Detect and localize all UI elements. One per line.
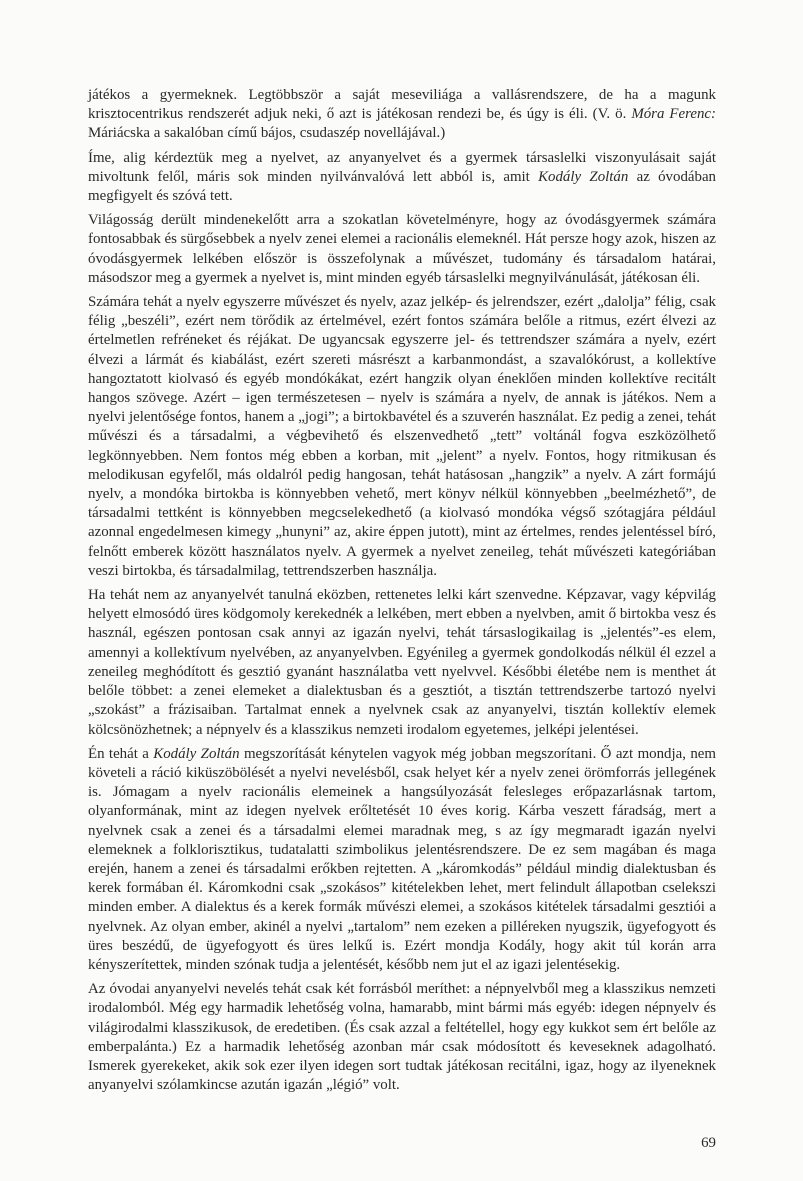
italic-text: Kodály Zoltán [153,745,240,762]
paragraph-text: játékos a gyermeknek. Legtöbbször a saját meseviliága a vallásrendszere, de ha a magunk krisztocentrikus rendszerét adjuk neki, ő azt is játékosan rendezi be, és úgy is éli. (V. ö. [88,87,716,123]
paragraph [88,149,716,207]
paragraph [88,586,716,740]
page-number: 69 [701,1135,716,1151]
paragraph-text: megszorítását kénytelen vagyok még jobban megszorítani. Ő azt mondja, nem követeli a ráció kiküszöbölését a nyelvi nevelésből, csak helyet kér a nyelv zenei örömforrás jellegének is. Jómagam a nyelv racionális elemeinek a hangsúlyozását felesleges erőpazarlásnak tartom, olyanformának, mint az idegen nyelvek erőltetését 10 éves korig. Kárba veszett fáradság, mert a nyelvnek csak a zenei és a társadalmi elemei maradnak meg, s az így megmaradt igazán nyelvi elemeknek a folklorisztikus, tudatalatti szimbolikus jelentésrendszere. De ez sem magában és maga erején, hanem a zenei és társadalmi erőkben rejtetten. A „káromkodás” például mindig dialektusban és kerek formában él. Káromkodni csak „szokásos” kitételekben lehet, mert felindult állapotban cselekszi minden ember. A dialektus és a kerek formák művészi elemei, a szokásos kitételek társadalmi gesztiói a nyelvnek. Az olyan ember, akinél a nyelvi „tartalom” nem ezeken a pilléreken nyugszik, ügyefogyott és üres beszédű, de ügyefogyott és üres lelkű is. Ezért mondja Kodály, hogy akit túl korán arra kényszerítettek, minden szónak tudja a jelentését, később nem jut el az igazi jelentésekig. [88,745,716,973]
paragraph-text: Íme, alig kérdeztük meg a nyelvet, az anyanyelvet és a gyermek társaslelki viszonyulásait saját mivoltunk felől, máris sok minden nyilvánvalóvá lett abból is, amit [88,149,716,185]
paragraph [88,293,716,581]
paragraph-text: Világosság derült mindenekelőtt arra a szokatlan követelményre, hogy az óvodásgyermek számára fontosabbak és sürgősebbek a nyelv zenei elemei a racionális elemeknél. Hát persze hogy azok, hiszen az óvodásgyermek lelkében először is összefolynak a művészet, tudomány és társadalom határai, másodszor meg a gyermek a nyelvet is, mint minden egyéb társaslelki megnyilvánulását, játékosan éli. [88,212,716,286]
paragraph [88,745,716,975]
paragraph-text: Máriácska a sakalóban című bájos, csudaszép novellájával.) [88,125,446,142]
paragraph-text: Számára tehát a nyelv egyszerre művészet és nyelv, azaz jelkép- és jelrendszer, ezért „dalolja” félig, csak félig „beszéli”, ezért nem törődik az értelmével, ezért fontos számára belőle a ritmus, ezért élvezi az értelmetlen refréneket és réjákat. De ugyancsak egyszerre jel- és tettrendszer számára a nyelv, ezért élvezi a lármát és kiabálást, ezért szereti másrészt a karbanmondást, a szavalókórust, a kollektíve hangoztatott kiolvasó és egyéb mondókákat, ezért hangzik olyan éneklően minden kollektíve recitált hangos szövege. Azért – igen természetesen – nyelv is számára a nyelv, de annak is játékos. Nem a nyelvi jelentősége fontos, hanem a „jogi”; a birtokbavétel és a szuverén használat. Ez pedig a zenei, tehát művészi és a társadalmi, a végbevihető és elszenvedhető „tett” voltánál fogva eszközölhető legkönnyebben. Nem fontos még ebben a korban, mit „jelent” a nyelv. Fontos, hogy ritmikusan és melodikusan egyfelől, más oldalról pedig hangosan, tehát hatásosan „hangzik” a nyelv. A zárt formájú nyelv, a mondóka birtokba is könnyebben vehető, mert könyv nélkül könnyebben „beelmézhető”, de társadalmi tettként is könnyebben megcselekedhető (a kiolvasó mondóka végső szótagjára például azonnal engedelmesen kimegy „hunyni” az, akire éppen jutott), mint az értelmes, rendes jelentéssel bíró, felnőtt emberek között használatos nyelv. A gyermek a nyelvet zeneileg, tehát művészeti kategóriában veszi birtokba, és társadalmilag, tettrendszerben használja. [88,294,716,579]
paragraph-text: Az óvodai anyanyelvi nevelés tehát csak két forrásból meríthet: a népnyelvből meg a klasszikus nemzeti irodalomból. Még egy harmadik lehetőség volna, hamarabb, mint bármi más egyéb: idegen népnyelv és világirodalmi klasszikusok, de eredetiben. (És csak azzal a feltétellel, hogy egy kukkot sem ért belőle az emberpalánta.) Ez a harmadik lehetőség azonban már csak módosított és keveseknek adagolható. Ismerek gyerekeket, akik sok ezer ilyen idegen sort tudtak játékosan recitálni, igaz, hogy az ilyeneknek anyanyelvi szólamkincse azután igazán „légió” volt. [88,981,716,1094]
paragraph [88,980,716,1095]
paragraph-text: Én tehát a [88,745,154,762]
italic-text: Móra Ferenc: [631,106,716,123]
paragraph [88,211,716,288]
paragraph-text: az óvodában megfigyelt és szóvá tett. [88,168,716,205]
paragraph-text: Ha tehát nem az anyanyelvét tanulná eközben, rettenetes lelki kárt szenvedne. Képzavar, vagy képvilág helyett elmosódó üres ködgomoly kerekednék a lelkében, mert ebben a nyelvben, amit ő birtokba vesz és használ, egészen pontosan csak annyi az igazán nyelvi, tehát társaslogikailag is „jelentés”-es elem, amennyi a kollektívum nyelvében, az anyanyelvben. Egyénileg a gyermek gondolkodás nélkül él ezzel a zeneileg meghódított és gesztió gyanánt használatba vett nyelvvel. Későbbi életébe nem is menthet át belőle többet: a zenei elemeket a dialektusban és a gesztiót, a tisztán tettrendszerbe tartozó nyelvi „szokást” a frázisaiban. Tartalmat ennek a nyelvnek csak az anyanyelvi, tisztán kollektív elemek kölcsönözhetnek; a népnyelv és a klasszikus nemzeti irodalom egyetemes, jelképi jelentései. [88,587,716,738]
paragraph [88,86,716,144]
italic-text: Kodály Zoltán [538,168,629,185]
body-text [88,86,716,1100]
